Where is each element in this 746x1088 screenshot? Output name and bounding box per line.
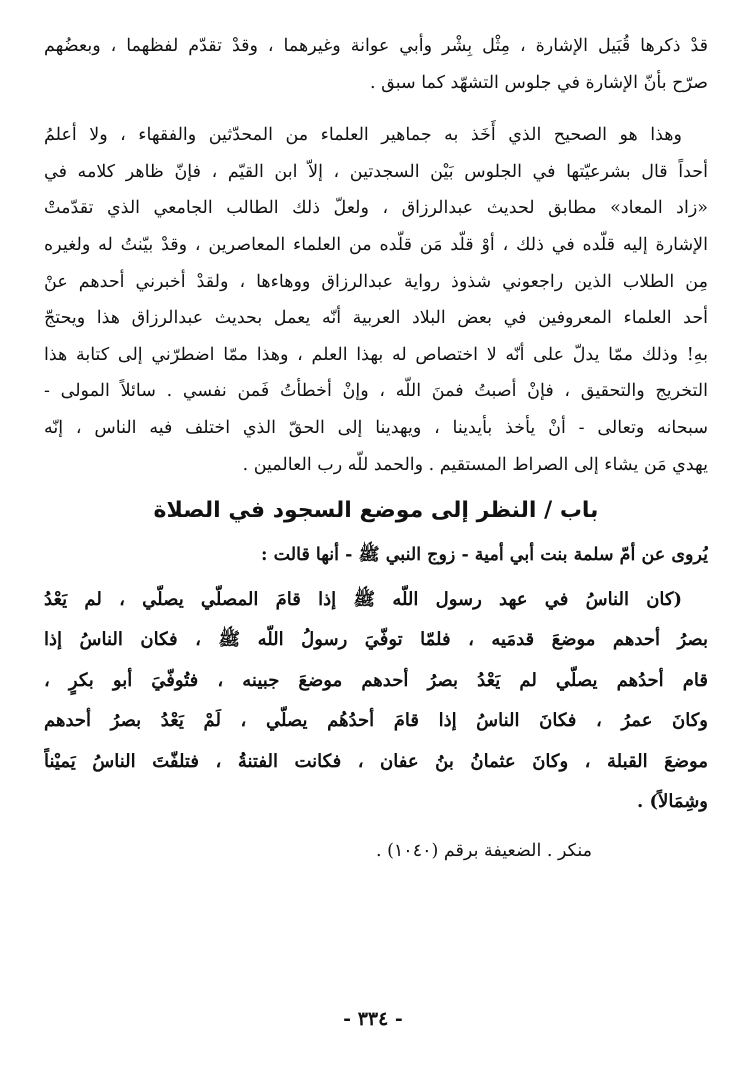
text-line: قام أحدُهم يصلّي لم يَعْدُ بصرُ أحدهم موضعَ جبينه ، فتُوفّيَ أبو بكرٍ ،: [44, 669, 708, 691]
text-line: بصرُ أحدهم موضعَ قدمَيه ، فلمّا توفّيَ رسولُ اللّه ﷺ ، فكان الناسُ إذا: [44, 629, 708, 651]
text-line: (كان الناسُ في عهد رسول اللّه ﷺ إذا قامَ المصلّي يصلّي ، لم يَعْدُ: [44, 588, 682, 610]
hadith-introduction: [44, 537, 708, 574]
text-line: قدْ ذكرها قُبَيل الإشارة ، مِثْل بِشْر وأبي عوانة وغيرهما ، وقدْ تقدّم لفظهما ، وبعضُهم: [44, 36, 708, 56]
chapter-title: باب / النظر إلى موضع السجود في الصلاة: [153, 498, 599, 524]
page-number: - ٣٣٤ -: [343, 1008, 403, 1030]
text-line: وشِمَالاً) .: [637, 791, 708, 813]
text-line: وكانَ عمرُ ، فكانَ الناسُ إذا قامَ أحدُهُم يصلّي ، لَمْ يَعْدُ بصرُ أحدهم: [44, 710, 708, 732]
paragraph-continuation: [44, 28, 708, 101]
text-line: وهذا هو الصحيح الذي أَخَذ به جماهير العلماء من المحدّثين والفقهاء ، ولا أعلمُ: [44, 125, 682, 146]
text-line: منكر . الضعيفة برقم (١٠٤٠) .: [375, 840, 592, 861]
text-line: الإشارة إليه قلّده في ذلك ، أوْ قلّد مَن قلّده من العلماء المعاصرين ، وقدْ بيّنتُ له ولغيره: [44, 234, 708, 255]
text-line: بهِ! وذلك ممّا يدلّ على أنّه لا اختصاص له بهذا العلم ، وهذا ممّا اضطرّني إلى كتابة هذا: [44, 344, 708, 365]
text-line: مِن الطلاب الذين راجعوني شذوذ رواية عبدالرزاق ووهاءها ، ولقدْ أخبرني أحدهم عنْ: [44, 271, 708, 292]
paragraph-commentary: [44, 117, 708, 483]
text-line: سبحانه وتعالى - أنْ يأخذ بأيدينا ، ويهدينا إلى الحقّ الذي اختلف فيه الناس ، إنّه: [44, 417, 708, 438]
hadith-text: [44, 580, 708, 823]
text-line: يهدي مَن يشاء إلى الصراط المستقيم . والحمد للّه رب العالمين .: [242, 454, 708, 475]
text-line: أحداً قال بشرعيّتها في الجلوس بَيْن السجدتين ، إلاّ ابن القيّم ، فإنّ ظاهر كلامه في: [44, 161, 708, 182]
book-page: [44, 28, 708, 869]
text-line: التخريج والتحقيق ، فإنْ أصبتُ فمنَ اللّه ، وإنْ أخطأتُ فَمن نفسي . سائلاً المولى -: [44, 381, 708, 402]
text-line: يُروى عن أمّ سلمة بنت أبي أمية - زوج النبي ﷺ - أنها قالت :: [261, 545, 708, 566]
text-line: صرّح بأنّ الإشارة في جلوس التشهّد كما سبق .: [369, 72, 708, 93]
text-line: «زاد المعاد» مطابق لحديث عبدالرزاق ، ولعلّ ذلك الطالب الجامعي الذي تقدّمتْ: [44, 198, 708, 219]
hadith-verdict: [44, 833, 708, 870]
text-line: موضعَ القبلة ، وكانَ عثمانُ بنُ عفان ، فكانت الفتنةُ ، فتلفّتَ الناسُ يَميْناً: [44, 750, 708, 772]
text-line: أحد العلماء المعروفين في بعض البلاد العربية أنّه يعمل بحديث عبدالرزاق هذا ويحتجّ: [44, 308, 708, 329]
